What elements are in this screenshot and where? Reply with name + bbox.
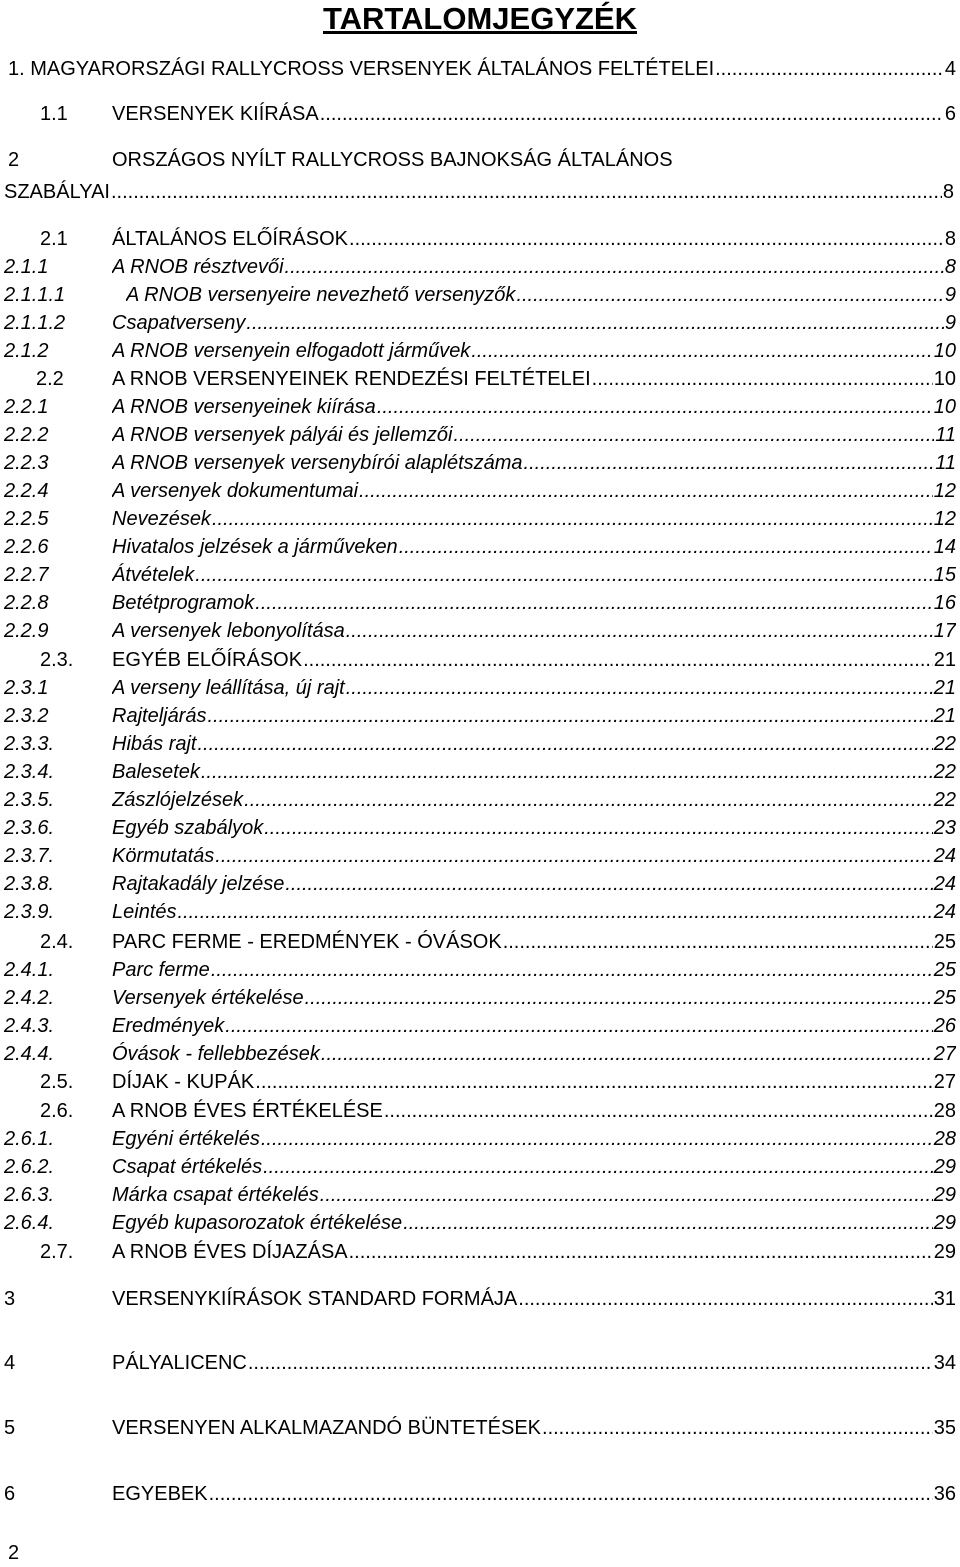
page-number: 2 [8,1542,20,1564]
toc-entry-page: 12 [933,508,956,530]
toc-entry-page: 22 [933,761,956,783]
dot-leader [261,1125,933,1153]
dot-leader [207,702,932,730]
dot-leader [285,253,944,281]
toc-entry[interactable] [0,646,960,674]
toc-entry-number: 2.3.6. [4,817,55,839]
toc-entry[interactable] [0,1238,960,1266]
toc-entry-title: ORSZÁGOS NYÍLT RALLYCROSS BAJNOKSÁG ÁLTALÁNOS [112,149,673,171]
dot-leader [201,758,933,786]
dot-leader [321,1040,933,1068]
toc-entry-page: 29 [933,1212,956,1234]
toc-entry[interactable] [0,100,960,128]
dot-leader [471,337,932,365]
toc-entry-page: 11 [935,424,956,446]
toc-entry[interactable] [0,617,960,645]
toc-entry[interactable] [0,758,960,786]
toc-entry-page: 24 [933,873,956,895]
dot-leader [255,1068,932,1096]
toc-entry[interactable] [0,281,960,309]
toc-entry[interactable] [0,1040,960,1068]
toc-entry-number: 2 [8,149,20,171]
toc-entry-page: 24 [933,901,956,923]
toc-entry-page: 8 [944,256,956,278]
toc-entry[interactable] [0,561,960,589]
toc-entry-title: Csapatverseny [112,312,246,334]
toc-entry-page: 26 [933,1015,956,1037]
toc-entry-page: 6 [944,103,956,125]
dot-leader [225,1012,932,1040]
toc-entry[interactable] [0,393,960,421]
toc-entry-page: 35 [933,1417,956,1439]
toc-entry-number: 2.6.1. [4,1128,55,1150]
toc-entry-title: A verseny leállítása, új rajt [112,677,345,699]
dot-leader [197,730,932,758]
dot-leader [209,1480,933,1508]
toc-entry[interactable] [0,956,960,984]
toc-entry-page: 29 [933,1241,956,1263]
toc-entry-page: 34 [933,1352,956,1374]
toc-entry-title: Leintés [112,901,177,923]
toc-entry-page: 14 [933,536,956,558]
dot-leader [255,589,932,617]
dot-leader [542,1414,933,1442]
toc-entry-page: 8 [942,181,954,203]
toc-entry-title: Hibás rajt [112,733,197,755]
toc-entry-number: 2.3.4. [4,761,55,783]
toc-entry[interactable] [0,1125,960,1153]
toc-entry[interactable] [0,842,960,870]
toc-entry-number: 2.6.3. [4,1184,55,1206]
toc-entry[interactable] [0,1068,960,1096]
toc-entry-number: 2.2.7 [4,564,49,586]
toc-entry[interactable] [0,814,960,842]
dot-leader [454,421,935,449]
toc-entry-number: 2.1.1.1 [4,284,66,306]
dot-leader [518,1285,932,1313]
toc-entry-number: 2.1.1.2 [4,312,66,334]
toc-entry-number: 1.1 [40,103,68,125]
toc-entry[interactable] [0,730,960,758]
toc-entry-number: 2.3.2 [4,705,49,727]
toc-entry-title: VERSENYEN ALKALMAZANDÓ BÜNTETÉSEK [112,1417,542,1439]
toc-entry-number: 2.3.3. [4,733,55,755]
dot-leader [303,646,933,674]
dot-leader [516,281,943,309]
toc-entry-page: 24 [933,845,956,867]
toc-entry[interactable] [0,365,960,393]
dot-leader [592,365,933,393]
toc-entry-number: 2.7. [40,1241,74,1263]
toc-entry-number: 2.1.2 [4,340,49,362]
toc-entry-page: 17 [933,620,956,642]
toc-entry-title: A RNOB versenyek versenybírói alaplétszáma [112,452,523,474]
toc-entry-page: 28 [933,1128,956,1150]
toc-entry-number: 2.2.4 [4,480,49,502]
toc-entry-number: 2.1.1 [4,256,49,278]
toc-entry-page: 27 [933,1071,956,1093]
toc-entry-title: A RNOB versenyek pályái és jellemzői [112,424,453,446]
toc-entry-page: 11 [935,452,956,474]
toc-entry-number: 2.3.1 [4,677,49,699]
toc-entry-number: 2.3.9. [4,901,55,923]
toc-entry-number: 2.6. [40,1100,74,1122]
toc-entry[interactable] [0,674,960,702]
toc-entry[interactable] [0,1181,960,1209]
toc-entry[interactable] [0,702,960,730]
toc-entry-number: 2.4.3. [4,1015,55,1037]
toc-entry[interactable] [0,421,960,449]
toc-entry[interactable] [0,253,960,281]
toc-entry-title: Átvételek [112,564,195,586]
toc-entry-page: 21 [933,649,956,671]
toc-entry-number: 2.2.3 [4,452,49,474]
toc-entry-number: 2.2.9 [4,620,49,642]
dot-leader [244,786,933,814]
dot-leader [346,674,933,702]
toc-entry-page: 23 [933,817,956,839]
dot-leader [403,1209,933,1237]
toc-entry[interactable] [0,984,960,1012]
toc-entry[interactable] [0,505,960,533]
toc-entry-title: EGYEBEK [112,1483,208,1505]
toc-entry-page: 36 [933,1483,956,1505]
toc-entry-title: Csapat értékelés [112,1156,263,1178]
toc-entry-page: 29 [933,1184,956,1206]
dot-leader [503,928,933,956]
toc-entry-number: 2.4. [40,931,74,953]
toc-entry-page: 10 [933,396,956,418]
toc-entry-number: 2.2 [36,368,64,390]
toc-entry-title: Versenyek értékelése [112,987,304,1009]
dot-leader [212,505,933,533]
toc-entry-title: Óvások - fellebbezések [112,1043,320,1065]
page-title: TARTALOMJEGYZÉK [322,1,637,36]
toc-entry-title: Egyéni értékelés [112,1128,260,1150]
toc-entry-page: 28 [933,1100,956,1122]
toc-entry-number: 2.6.4. [4,1212,55,1234]
toc-entry-page: 10 [933,368,956,390]
toc-entry-title: Körmutatás [112,845,215,867]
dot-leader [178,898,933,926]
toc-entry-number: 2.3.7. [4,845,55,867]
toc-entry-title: PARC FERME - EREDMÉNYEK - ÓVÁSOK [112,931,502,953]
toc-entry-title: Egyéb szabályok [112,817,264,839]
toc-entry-number: 2.1 [40,228,68,250]
toc-entry-number: 5 [4,1417,16,1439]
toc-entry-page: 27 [933,1043,956,1065]
toc-entry-page: 12 [933,480,956,502]
toc-entry-title: A versenyek lebonyolítása [112,620,345,642]
toc-entry-page: 25 [933,959,956,981]
toc-entry-number: 6 [4,1483,16,1505]
toc-entry-page: 25 [933,987,956,1009]
dot-leader [246,309,943,337]
toc-entry-title: Egyéb kupasorozatok értékelése [112,1212,403,1234]
toc-entry-title: Rajteljárás [112,705,207,727]
toc-entry[interactable] [0,146,960,203]
toc-entry-page: 9 [944,312,956,334]
toc-entry-number: 4 [4,1352,16,1374]
toc-entry-title: Zászlójelzések [112,789,244,811]
toc-entry[interactable] [0,1285,960,1313]
dot-leader [195,561,932,589]
dot-leader [349,1238,933,1266]
toc-entry-title: PÁLYALICENC [112,1352,247,1374]
toc-entry-title: 1. MAGYARORSZÁGI RALLYCROSS VERSENYEK ÁLTALÁNOS FELTÉTELEI [8,58,715,80]
dot-leader [305,984,933,1012]
toc-entry-title-continuation: SZABÁLYAI [4,181,110,203]
toc-entry-title: DÍJAK - KUPÁK [112,1071,255,1093]
toc-entry-number: 2.4.4. [4,1043,55,1065]
toc-entry[interactable] [0,1153,960,1181]
toc-entry-title: A RNOB versenyeire nevezhető versenyzők [126,284,516,306]
toc-entry-number: 2.5. [40,1071,74,1093]
toc-entry-title: A RNOB VERSENYEINEK RENDEZÉSI FELTÉTELEI [112,368,591,390]
toc-entry[interactable] [0,477,960,505]
toc-entry-number: 2.3.5. [4,789,55,811]
toc-entry-number: 2.2.6 [4,536,49,558]
toc-entry-title: A versenyek dokumentumai [112,480,359,502]
toc-entry-number: 2.2.5 [4,508,49,530]
toc-entry[interactable] [0,337,960,365]
toc-entry[interactable] [0,1097,960,1125]
toc-entry[interactable] [0,898,960,926]
toc-entry[interactable] [0,449,960,477]
toc-entry-title: A RNOB ÉVES DÍJAZÁSA [112,1241,348,1263]
toc-entry-number: 2.3.8. [4,873,55,895]
toc-entry[interactable] [0,55,960,83]
toc-entry-number: 2.2.1 [4,396,49,418]
toc-entry-page: 22 [933,789,956,811]
toc-entry-title: A RNOB ÉVES ÉRTÉKELÉSE [112,1100,383,1122]
toc-entry-title: A RNOB versenyeinek kiírása [112,396,376,418]
toc-entry-title: A RNOB versenyein elfogadott járművek [112,340,471,362]
dot-leader [524,449,935,477]
toc-entry-title: Márka csapat értékelés [112,1184,319,1206]
dot-leader [320,100,944,128]
toc-entry-page: 16 [933,592,956,614]
dot-leader [111,178,942,206]
toc-entry-title: Parc ferme [112,959,210,981]
toc-entry-title: Balesetek [112,761,200,783]
toc-entry[interactable] [0,1012,960,1040]
toc-entry-number: 2.4.2. [4,987,55,1009]
toc-entry-title: Hivatalos jelzések a járműveken [112,536,398,558]
dot-leader [359,477,933,505]
toc-entry-page: 9 [944,284,956,306]
dot-leader [399,533,933,561]
dot-leader [248,1349,933,1377]
toc-entry[interactable] [0,928,960,956]
toc-entry-page: 8 [944,228,956,250]
toc-entry-title: VERSENYEK KIÍRÁSA [112,103,319,125]
toc-entry-title: ÁLTALÁNOS ELŐÍRÁSOK [112,228,349,250]
toc-entry-page: 15 [933,564,956,586]
toc-entry-page: 21 [933,705,956,727]
toc-entry-title: Rajtakadály jelzése [112,873,285,895]
dot-leader [349,225,944,253]
toc-entry[interactable] [0,225,960,253]
toc-entry-title: A RNOB résztvevői [112,256,284,278]
toc-entry-page: 25 [933,931,956,953]
toc-entry-page: 21 [933,677,956,699]
toc-entry-number: 2.6.2. [4,1156,55,1178]
toc-entry[interactable] [0,1209,960,1237]
toc-entry[interactable] [0,309,960,337]
toc-entry-page: 29 [933,1156,956,1178]
toc-entry-number: 2.2.8 [4,592,49,614]
dot-leader [211,956,933,984]
dot-leader [384,1097,933,1125]
toc-entry-number: 2.3. [40,649,74,671]
dot-leader [264,814,933,842]
toc-entry-title: VERSENYKIÍRÁSOK STANDARD FORMÁJA [112,1288,518,1310]
dot-leader [263,1153,933,1181]
toc-entry[interactable] [0,786,960,814]
toc-entry-title: Betétprogramok [112,592,255,614]
toc-entry-number: 3 [4,1288,16,1310]
toc-entry-title: Eredmények [112,1015,225,1037]
toc-entry-title: EGYÉB ELŐÍRÁSOK [112,649,303,671]
toc-entry-title: Nevezések [112,508,211,530]
dot-leader [715,55,944,83]
toc-entry[interactable] [0,1480,960,1508]
dot-leader [377,393,933,421]
toc-entry[interactable] [0,1414,960,1442]
toc-entry-page: 31 [933,1288,956,1310]
toc-entry[interactable] [0,589,960,617]
dot-leader [320,1181,933,1209]
toc-entry[interactable] [0,870,960,898]
toc-entry-page: 22 [933,733,956,755]
toc-entry-page: 4 [944,58,956,80]
dot-leader [346,617,933,645]
toc-entry-number: 2.4.1. [4,959,55,981]
toc-entry[interactable] [0,1349,960,1377]
dot-leader [215,842,932,870]
toc-entry-page: 10 [933,340,956,362]
toc-entry[interactable] [0,533,960,561]
toc-entry-number: 2.2.2 [4,424,49,446]
dot-leader [285,870,932,898]
